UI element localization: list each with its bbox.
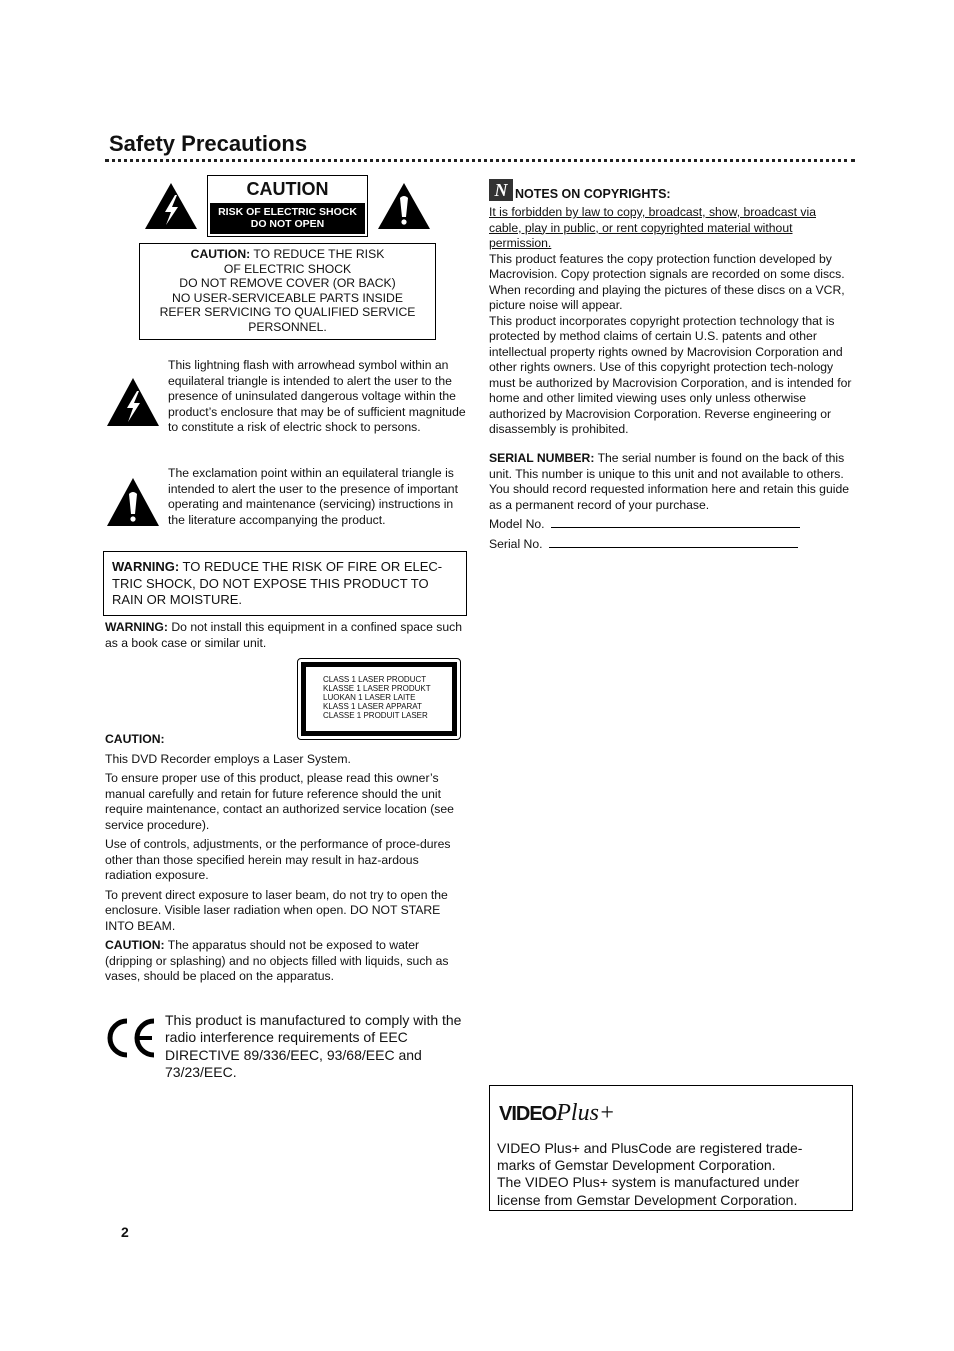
serial-no-label: Serial No. <box>489 537 543 551</box>
copyright-p2: This product incorporates copyright protection technology that is protected by method claims of certain U.S. patents and other intellectual property rights owned by Macrovision Corporation and other rights owners. Use of this copyright protection tech-nology must be authorized by Macrovision Corporation, and is intended for home and other limited viewing uses only unless otherwise authorized by Macrovision Corporation. Reverse engineering or disassembly is prohibited. <box>489 313 852 436</box>
caution-box-line2: OF ELECTRIC SHOCK <box>223 261 352 276</box>
warning2-bold: WARNING: <box>105 620 168 634</box>
exclamation-symbol-icon <box>105 476 161 528</box>
exclamation-explanation: The exclamation point within an equilateral triangle is intended to alert the user to the presence of important operating and maintenance (servicing) instructions in the literature accompanying the product. <box>168 466 458 527</box>
caution-box-bold: CAUTION: <box>190 247 251 261</box>
copyright-p1: This product features the copy protection function developed by Macrovision. Copy protection signals are recorded on some discs. When recording and playing the pictures of these discs on a VCR, picture noise will appear. <box>489 251 845 312</box>
title-divider <box>105 159 855 162</box>
caution-p5-bold: CAUTION: <box>105 938 165 952</box>
caution-p1: This DVD Recorder employs a Laser System. <box>105 751 351 766</box>
laser-line-5: CLASSE 1 PRODUIT LASER <box>323 711 428 721</box>
warning2-text: Do not install this equipment in a confined space such as a book case or similar unit. <box>105 620 462 650</box>
caution-p5: The apparatus should not be exposed to water (dripping or splashing) and no objects filled with liquids, such as vases, should be placed on the apparatus. <box>105 938 449 983</box>
copyright-section <box>489 205 853 438</box>
warning-box-text: TO REDUCE THE RISK OF FIRE OR ELEC-TRIC SHOCK, DO NOT EXPOSE THIS PRODUCT TO RAIN OR MOISTURE. <box>112 559 443 607</box>
caution-box-line6: PERSONNEL. <box>248 319 327 334</box>
serial-number-section <box>489 451 853 513</box>
page-number: 2 <box>121 1224 129 1240</box>
model-no-row <box>489 517 800 533</box>
laser-line-3: LUOKAN 1 LASER LAITE <box>323 693 416 703</box>
caution-p4: To prevent direct exposure to laser beam, do not try to open the enclosure. Visible laser radiation when open. DO NOT STARE INTO BEAM. <box>105 887 448 933</box>
caution-box-line3: DO NOT REMOVE COVER (OR BACK) <box>179 276 396 290</box>
videoplus-line1: VIDEO Plus+ and PlusCode are registered trade- <box>497 1140 803 1156</box>
caution-box-line1: TO REDUCE THE RISK <box>250 247 385 261</box>
lightning-symbol-icon <box>105 376 161 428</box>
lightning-warning-icon <box>143 181 199 231</box>
serial-no-line <box>549 547 798 548</box>
ce-compliance-text: This product is manufactured to comply with the radio interference requirements of EEC DIRECTIVE 89/336/EEC, 93/68/EEC and 73/23/EEC. <box>165 1012 462 1081</box>
caution-section <box>105 732 467 985</box>
laser-class-label <box>297 658 461 740</box>
caution-section-heading: CAUTION: <box>105 732 165 746</box>
copyright-underlined: It is forbidden by law to copy, broadcast, show, broadcast via cable, play in public, or rent copyrighted material without permission. <box>489 205 816 250</box>
lightning-explanation: This lightning flash with arrowhead symbol within an equilateral triangle is intended to alert the user to the presence of uninsulated dangerous voltage within the product’s enclosure that may be of sufficient magnitude to constitute a risk of electric shock to persons. <box>168 358 466 434</box>
model-no-label: Model No. <box>489 517 545 531</box>
laser-line-4: KLASS 1 LASER APPARAT <box>323 702 422 712</box>
warning-box <box>103 551 467 616</box>
videoplus-logo <box>499 1100 615 1127</box>
laser-line-1: CLASS 1 LASER PRODUCT <box>323 675 427 684</box>
caution-sub-line1: RISK OF ELECTRIC SHOCK <box>218 206 357 218</box>
caution-box-line5: REFER SERVICING TO QUALIFIED SERVICE <box>159 305 416 319</box>
exclamation-warning-icon <box>376 181 432 231</box>
serial-text: The serial number is found on the back of this unit. This number is unique to this unit and not available to others. You should record requested information here and retain this guide as a permanent record of your purchase. <box>489 451 849 512</box>
caution-box <box>139 243 436 340</box>
note-icon: N <box>489 179 513 201</box>
videoplus-logo-video: VIDEO <box>499 1103 557 1125</box>
caution-p3: Use of controls, adjustments, or the performance of proce-dures other than those specified herein may result in haz-ardous radiation exposure. <box>105 837 451 882</box>
warning-box-bold: WARNING: <box>112 559 180 574</box>
model-no-line <box>551 527 800 528</box>
confined-space-warning <box>105 620 465 651</box>
videoplus-line4: license from Gemstar Development Corporation. <box>497 1191 798 1208</box>
caution-p2: To ensure proper use of this product, please read this owner’s manual carefully and retain for future reference should the unit require maintenance, contact an authorized service location (see service procedure). <box>105 771 454 832</box>
videoplus-line2: marks of Gemstar Development Corporation. <box>497 1157 776 1174</box>
videoplus-line3: The VIDEO Plus+ system is manufactured under <box>497 1174 800 1191</box>
ce-mark-icon <box>105 1016 159 1060</box>
serial-no-row <box>489 537 798 553</box>
caution-label <box>207 175 368 237</box>
copyright-heading: NOTES ON COPYRIGHTS: <box>515 187 671 201</box>
videoplus-box <box>489 1085 853 1211</box>
caution-sub-line2: DO NOT OPEN <box>250 217 325 230</box>
laser-line-2: KLASSE 1 LASER PRODUKT <box>323 684 431 694</box>
caution-heading: CAUTION <box>246 179 329 199</box>
caution-box-line4: NO USER-SERVICEABLE PARTS INSIDE <box>172 290 403 305</box>
serial-bold: SERIAL NUMBER: <box>489 451 595 465</box>
videoplus-logo-plus: Plus+ <box>556 1100 616 1126</box>
page-title: Safety Precautions <box>109 131 308 156</box>
